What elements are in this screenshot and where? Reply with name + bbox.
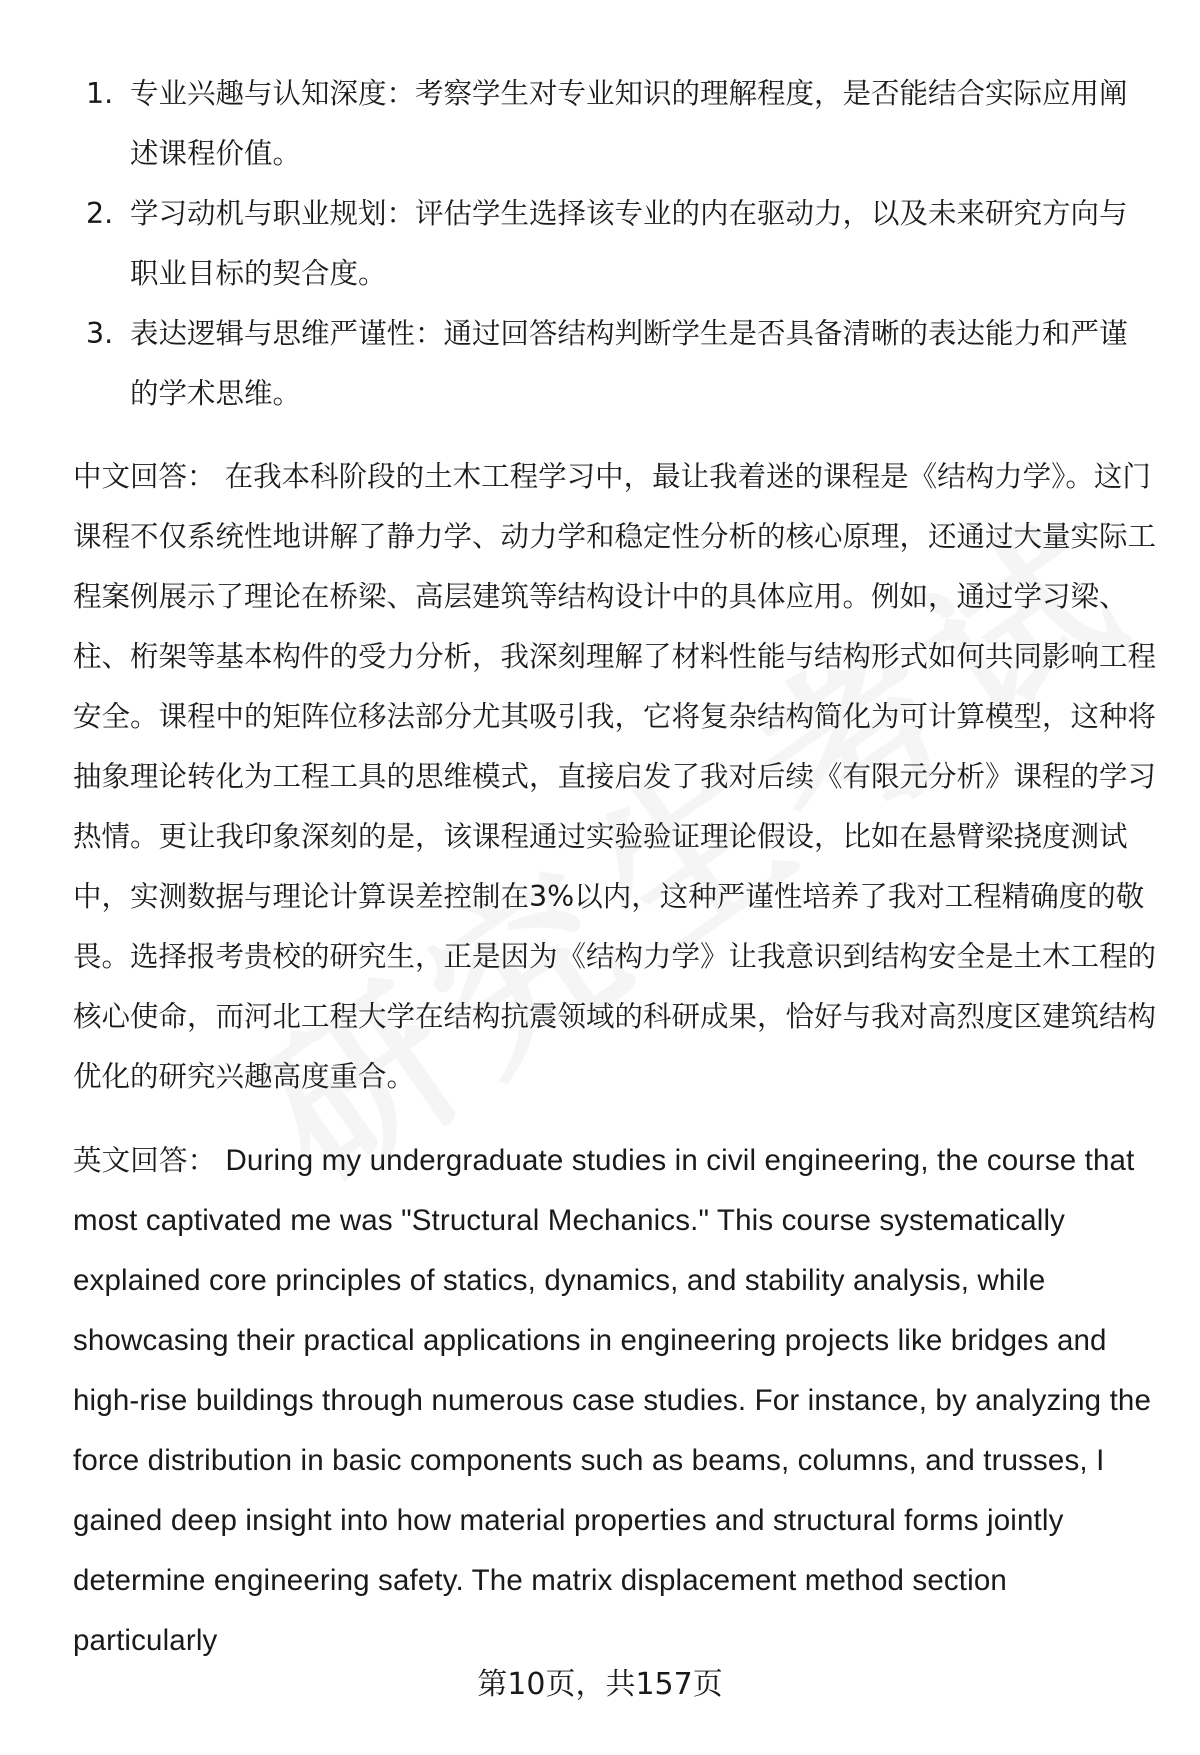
- criteria-number: 3.: [86, 317, 114, 350]
- english-answer-paragraph: [73, 1131, 1158, 1671]
- chinese-answer-label: 中文回答：: [73, 460, 225, 493]
- criteria-number: 2.: [86, 197, 114, 230]
- criteria-item-2: [86, 184, 1146, 304]
- criteria-item-1: [86, 64, 1146, 184]
- criteria-list: [86, 64, 1146, 424]
- criteria-text: 专业兴趣与认知深度：考察学生对专业知识的理解程度，是否能结合实际应用阐述课程价值。: [130, 77, 1128, 170]
- criteria-number: 1.: [86, 77, 114, 110]
- english-answer-text: During my undergraduate studies in civil engineering, the course that most captivated me was "Structural Mechanics." This course systematically explained core principles of statics, dynamics, and stability analysis, while showcasing their practical applications in engineering projects like bridges and high-rise buildings through numerous case studies. For instance, by analyzing the force distribution in basic components such as beams, columns, and trusses, I gained deep insight into how material properties and structural forms jointly determine engineering safety. The matrix displacement method section particularly: [73, 1144, 1152, 1657]
- chinese-answer-text: 在我本科阶段的土木工程学习中，最让我着迷的课程是《结构力学》。这门课程不仅系统性地讲解了静力学、动力学和稳定性分析的核心原理，还通过大量实际工程案例展示了理论在桥梁、高层建筑等结构设计中的具体应用。例如，通过学习梁、柱、桁架等基本构件的受力分析，我深刻理解了材料性能与结构形式如何共同影响工程安全。课程中的矩阵位移法部分尤其吸引我，它将复杂结构简化为可计算模型，这种将抽象理论转化为工程工具的思维模式，直接启发了我对后续《有限元分析》课程的学习热情。更让我印象深刻的是，该课程通过实验验证理论假设，比如在悬臂梁挠度测试中，实测数据与理论计算误差控制在3%以内，这种严谨性培养了我对工程精确度的敬畏。选择报考贵校的研究生，正是因为《结构力学》让我意识到结构安全是土木工程的核心使命，而河北工程大学在结构抗震领域的科研成果，恰好与我对高烈度区建筑结构优化的研究兴趣高度重合。: [73, 460, 1157, 1093]
- page-number: 第10页，共157页: [477, 1667, 723, 1702]
- criteria-item-3: [86, 304, 1146, 424]
- english-answer-label: 英文回答：: [73, 1144, 226, 1177]
- chinese-answer-paragraph: [73, 447, 1158, 1107]
- criteria-text: 表达逻辑与思维严谨性：通过回答结构判断学生是否具备清晰的表达能力和严谨的学术思维。: [130, 317, 1128, 410]
- criteria-text: 学习动机与职业规划：评估学生选择该专业的内在驱动力，以及未来研究方向与职业目标的契合度。: [130, 197, 1128, 290]
